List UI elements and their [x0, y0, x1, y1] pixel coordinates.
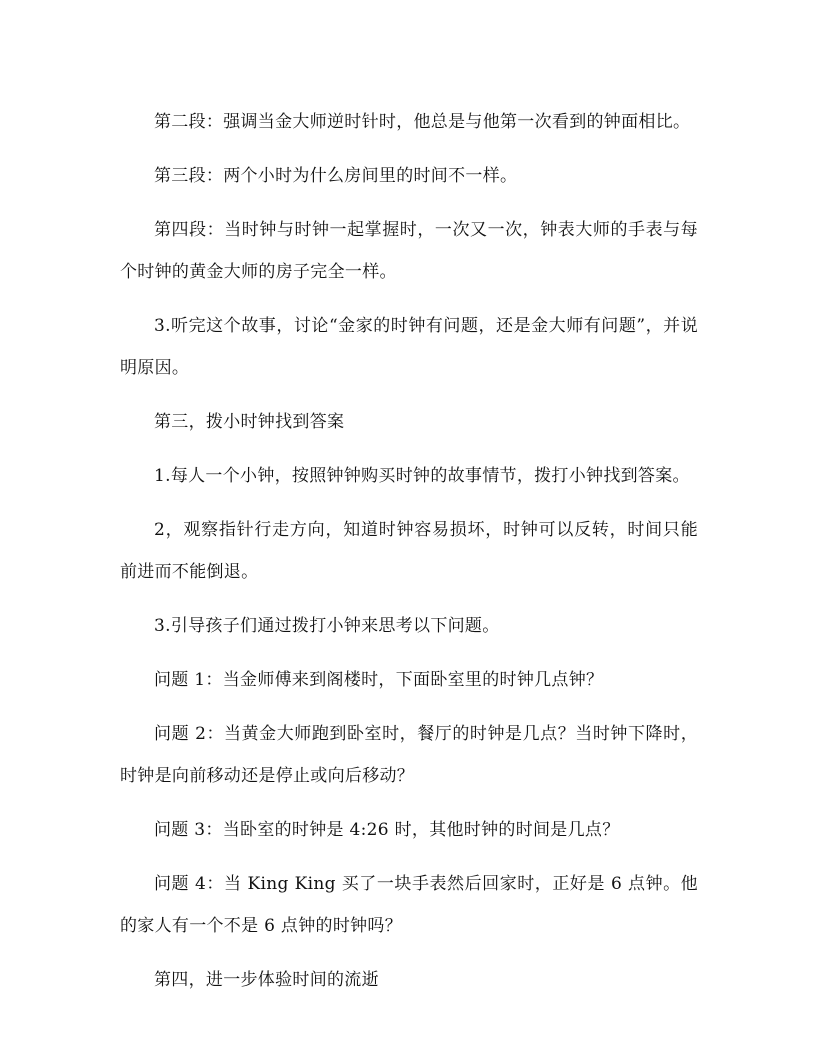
- heading-part-four: 第四，进一步体验时间的流逝: [154, 970, 379, 990]
- question-1: 问题 1：当金师傅来到阁楼时，下面卧室里的时钟几点钟？: [154, 670, 604, 690]
- paragraph-step-1: 1.每人一个小钟，按照钟钟购买时钟的故事情节，拨打小钟找到答案。: [154, 466, 690, 486]
- paragraph-step-2: 2，观察指针行走方向，知道时钟容易损坏，时钟可以反转，时间只能前进而不能倒退。: [120, 520, 698, 582]
- heading-part-three: 第三，拨小时钟找到答案: [154, 412, 345, 432]
- paragraph-discussion: 3.听完这个故事，讨论“金家的时钟有问题，还是金大师有问题”，并说明原因。: [120, 316, 698, 378]
- question-2: 问题 2：当黄金大师跑到卧室时，餐厅的时钟是几点？当时钟下降时，时钟是向前移动还是停止或向后移动？: [120, 724, 698, 786]
- paragraph-section-three: 第三段：两个小时为什么房间里的时间不一样。: [154, 166, 518, 186]
- paragraph-section-two: 第二段：强调当金大师逆时针时，他总是与他第一次看到的钟面相比。: [154, 112, 691, 132]
- question-4: 问题 4：当 King King 买了一块手表然后回家时，正好是 6 点钟。他的家人有一个不是 6 点钟的时钟吗？: [120, 874, 698, 936]
- document-body: [120, 101, 698, 1013]
- question-3: 问题 3：当卧室的时钟是 4:26 时，其他时钟的时间是几点？: [154, 820, 620, 840]
- paragraph-section-four: 第四段：当时钟与时钟一起掌握时，一次又一次，钟表大师的手表与每个时钟的黄金大师的房子完全一样。: [120, 220, 698, 282]
- paragraph-step-3: 3.引导孩子们通过拨打小钟来思考以下问题。: [154, 616, 500, 636]
